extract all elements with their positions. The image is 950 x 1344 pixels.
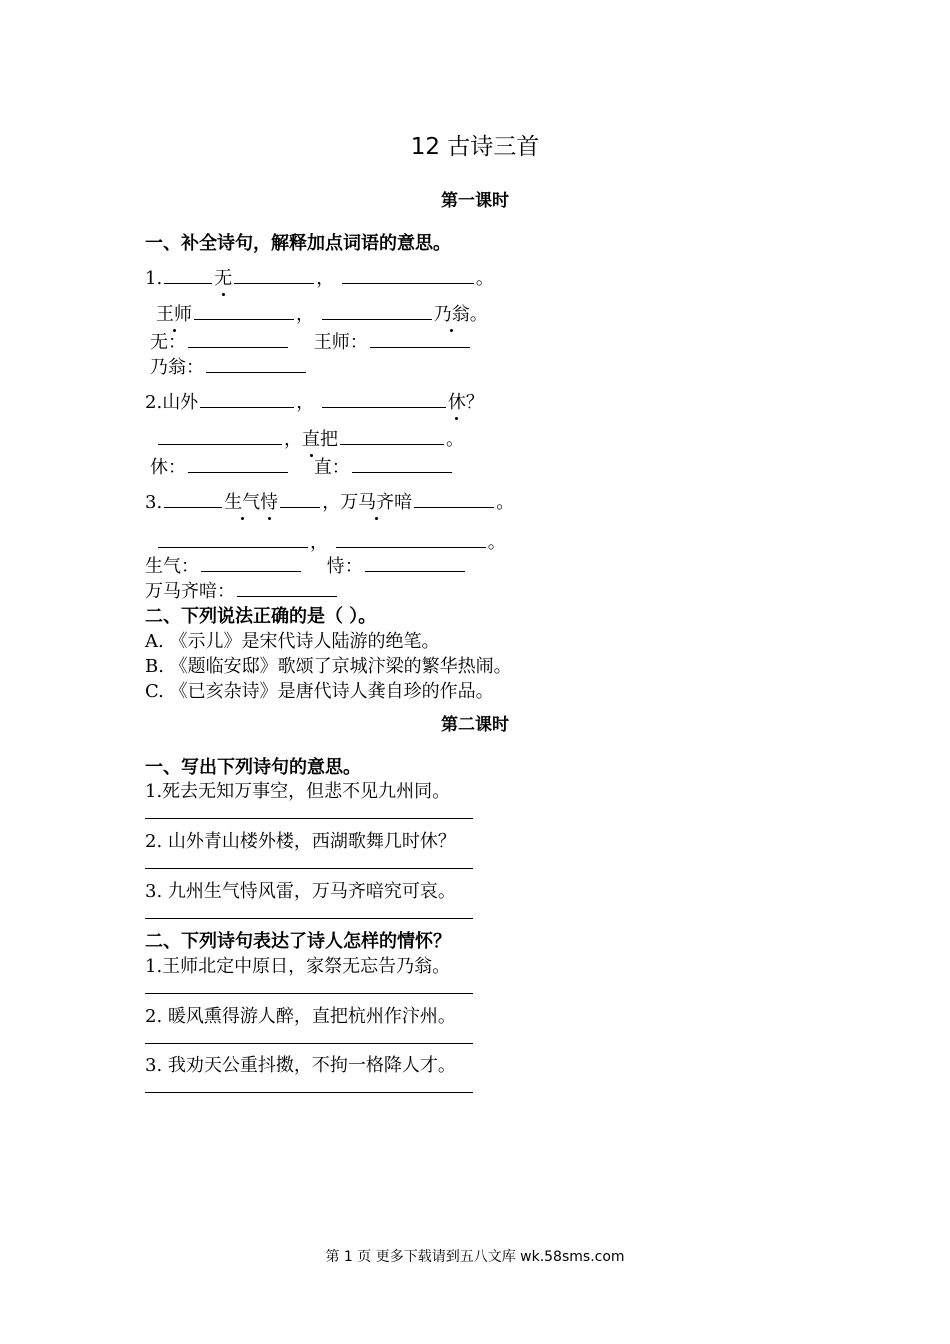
blank[interactable] (164, 489, 222, 508)
blank[interactable] (340, 426, 444, 445)
poem2-answer-row (150, 453, 454, 479)
blank[interactable] (322, 389, 446, 408)
blank[interactable] (194, 301, 294, 320)
dotted-word-shengqi: 生气 (224, 488, 260, 514)
l2q2-item-2: 2. 暖风熏得游人醉，直把杭州作汴州。 (145, 1006, 456, 1027)
comma: ， (322, 492, 341, 513)
blank[interactable] (200, 389, 294, 408)
poem3-number: 3. (145, 492, 163, 513)
period: 。 (475, 268, 494, 289)
blank[interactable] (280, 489, 320, 508)
l2q1-item-2: 2. 山外青山楼外楼，西湖歌舞几时休？ (145, 831, 456, 852)
comma: ， (296, 392, 315, 413)
poem3-line2 (156, 528, 506, 554)
l2q1-item-3: 3. 九州生气恃风雷，万马齐喑究可哀。 (145, 881, 456, 902)
period: 。 (469, 304, 488, 325)
poem3-answer-row2 (145, 577, 339, 603)
l2q2-item-1: 1.王师北定中原日，家祭无忘告乃翁。 (145, 956, 451, 977)
option-b[interactable]: B. 《题临安邸》歌颂了京城汴梁的繁华热闹。 (145, 656, 512, 677)
blank[interactable] (342, 265, 474, 284)
page-footer: 第 1 页 更多下载请到五八文库 wk.58sms.com (325, 1249, 625, 1265)
dotted-word-wangshi: 王师 (156, 300, 192, 326)
poem1-answer-row2 (150, 353, 308, 379)
answer-line[interactable] (145, 993, 473, 994)
lesson2-q2-title: 二、下列诗句表达了诗人怎样的情怀？ (145, 931, 451, 952)
answer-blank[interactable] (188, 454, 288, 473)
answer-blank[interactable] (237, 578, 337, 597)
poem2-prefix: 山外 (162, 392, 199, 413)
label-wanma: 万马齐喑： (145, 581, 235, 602)
poem3-answer-row1 (145, 552, 467, 578)
answer-line[interactable] (145, 1043, 473, 1044)
answer-blank[interactable] (188, 329, 288, 348)
option-a[interactable]: A. 《示儿》是宋代诗人陆游的绝笔。 (145, 631, 440, 652)
dotted-word-wanma: 万马齐喑 (340, 488, 412, 514)
blank[interactable] (158, 529, 308, 548)
blank[interactable] (322, 301, 432, 320)
blank[interactable] (336, 529, 486, 548)
answer-blank[interactable] (206, 354, 306, 373)
answer-blank[interactable] (352, 454, 452, 473)
period: 。 (496, 492, 515, 513)
blank[interactable] (164, 265, 212, 284)
period: 。 (487, 532, 506, 553)
poem2-line2 (156, 425, 464, 451)
comma: ， (316, 268, 335, 289)
lesson2-heading: 第二课时 (441, 715, 509, 735)
dotted-word-xiu: 休 (448, 388, 466, 414)
dotted-word-naiweng: 乃翁 (434, 300, 470, 326)
period: 。 (446, 429, 464, 450)
l2q1-item-1: 1.死去无知万事空，但悲不见九州同。 (145, 781, 451, 802)
l2q2-item-3: 3. 我劝天公重抖擞，不拘一格降人才。 (145, 1055, 456, 1076)
poem3-line1 (145, 488, 514, 514)
lesson1-heading: 第一课时 (441, 191, 509, 211)
answer-blank[interactable] (201, 553, 301, 572)
lesson2-q1-title: 一、写出下列诗句的意思。 (145, 757, 361, 778)
dotted-word-shi: 恃 (260, 488, 278, 514)
label-shi: 恃： (326, 556, 363, 577)
poem2-line1 (145, 388, 484, 414)
label-zhi: 直： (313, 457, 350, 478)
blank[interactable] (414, 489, 494, 508)
blank[interactable] (158, 426, 282, 445)
answer-line[interactable] (145, 868, 473, 869)
answer-line[interactable] (145, 918, 473, 919)
dotted-word-wu: 无 (214, 264, 232, 290)
answer-line[interactable] (145, 818, 473, 819)
lesson1-q2-title: 二、下列说法正确的是（ ）。 (145, 606, 377, 627)
lesson1-q1-title: 一、补全诗句，解释加点词语的意思。 (145, 233, 451, 254)
dotted-word-zhiba: ，直把 (284, 425, 338, 451)
comma: ， (310, 532, 328, 553)
poem1-answer-row1 (150, 328, 472, 354)
answer-blank[interactable] (370, 329, 470, 348)
comma: ， (296, 304, 314, 325)
option-c[interactable]: C. 《已亥杂诗》是唐代诗人龚自珍的作品。 (145, 681, 494, 702)
label-xiu: 休： (150, 457, 186, 478)
poem1-number: 1. (145, 268, 163, 289)
poem1-line1 (145, 264, 494, 290)
label-naiweng: 乃翁： (150, 357, 204, 378)
poem1-line2 (156, 300, 488, 326)
page-title: 12 古诗三首 (410, 134, 540, 160)
question-mark: ？ (465, 392, 484, 413)
label-wu: 无： (150, 332, 186, 353)
label-shengqi: 生气： (145, 556, 199, 577)
answer-line[interactable] (145, 1092, 473, 1093)
label-wangshi: 王师： (313, 332, 368, 353)
poem2-number: 2. (145, 392, 163, 413)
blank[interactable] (234, 265, 314, 284)
answer-blank[interactable] (365, 553, 465, 572)
